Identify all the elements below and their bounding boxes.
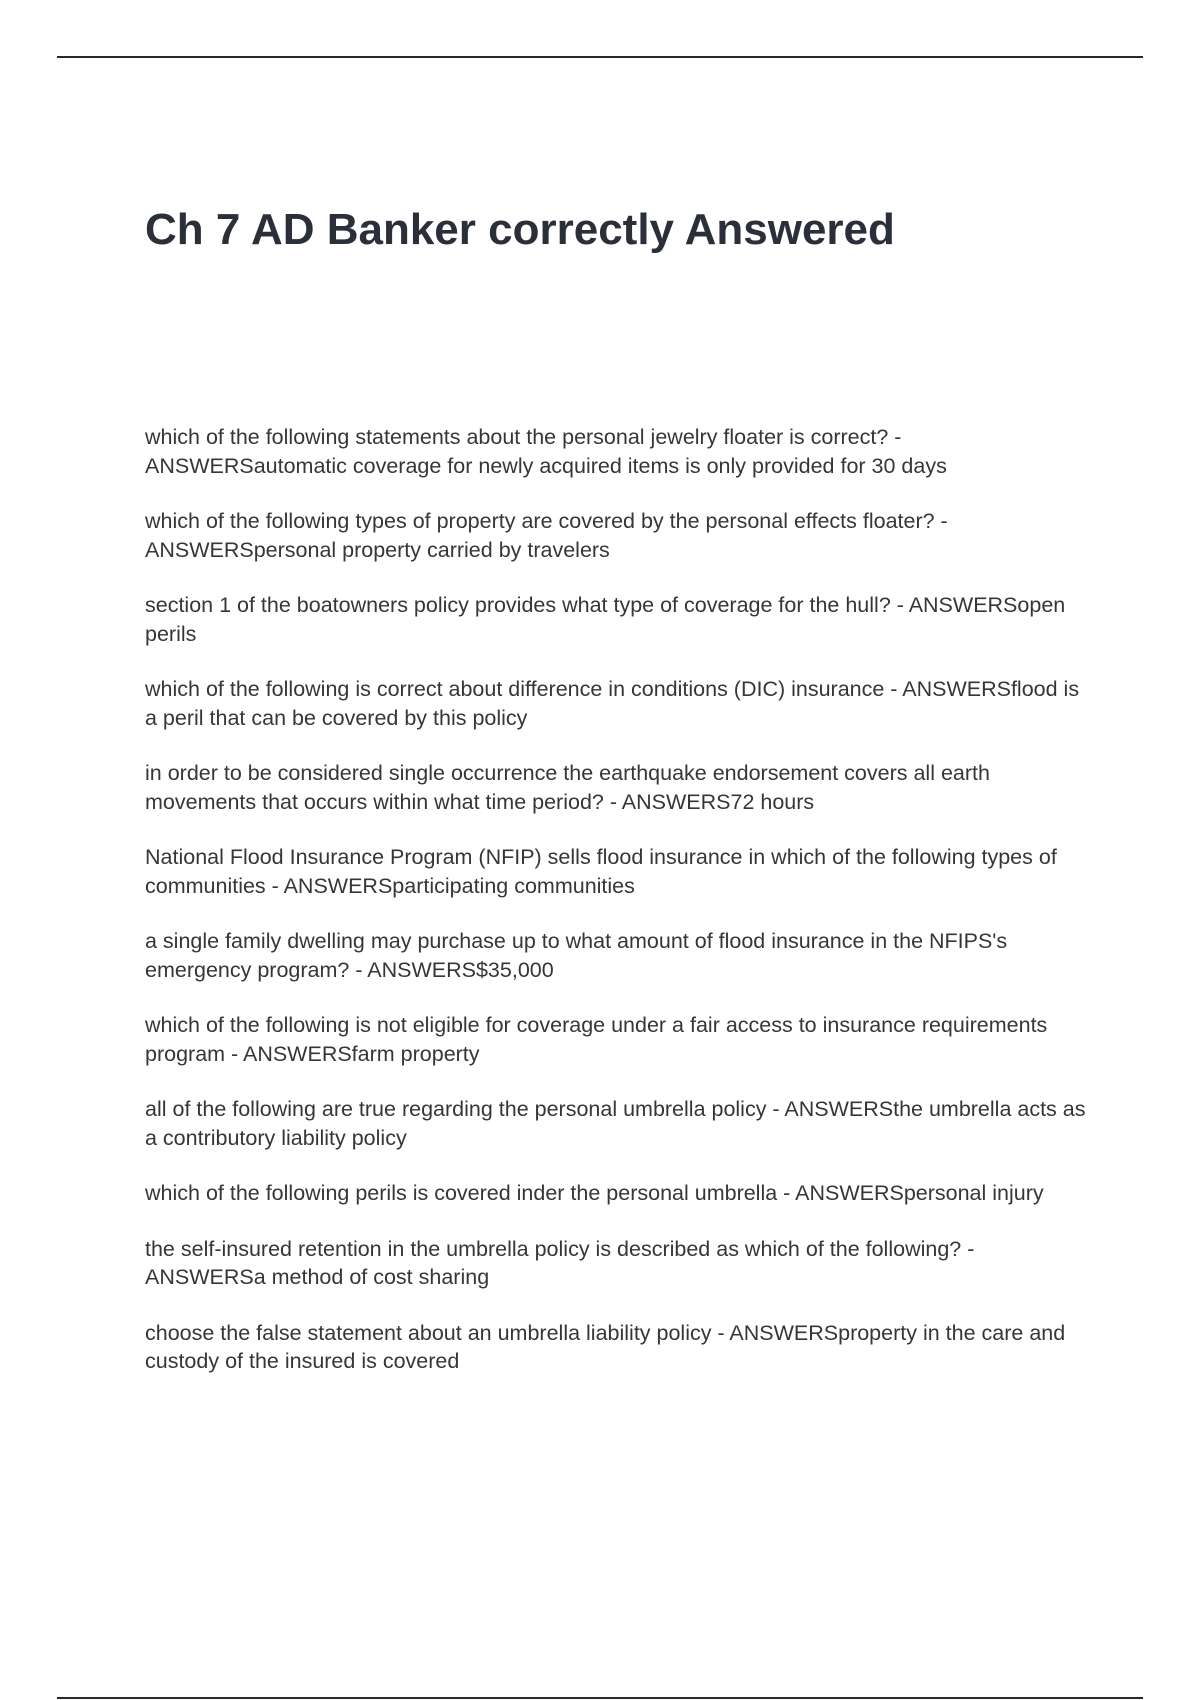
qa-item: all of the following are true regarding the personal umbrella policy - ANSWERSthe umbrella acts as a contributory liability policy [145, 1097, 1086, 1150]
qa-item: National Flood Insurance Program (NFIP) sells flood insurance in which of the following types of communities - ANSWERSparticipating communities [145, 845, 1057, 898]
qa-item: in order to be considered single occurrence the earthquake endorsement covers all earth movements that occurs within what time period? - ANSWERS72 hours [145, 761, 990, 814]
qa-list [145, 423, 1090, 1403]
qa-item: a single family dwelling may purchase up to what amount of flood insurance in the NFIPS's emergency program? - ANSWERS$35,000 [145, 929, 1008, 982]
qa-item: which of the following statements about the personal jewelry floater is correct? - ANSWERSautomatic coverage for newly acquired items is only provided for 30 days [145, 425, 947, 478]
qa-item: the self-insured retention in the umbrella policy is described as which of the following? - ANSWERSa method of cost sharing [145, 1236, 975, 1289]
qa-item: which of the following is correct about difference in conditions (DIC) insurance - ANSWERSflood is a peril that can be covered by this policy [145, 677, 1080, 730]
qa-item: which of the following perils is covered inder the personal umbrella - ANSWERSpersonal injury [145, 1181, 1044, 1205]
qa-item: which of the following is not eligible for coverage under a fair access to insurance requirements program - ANSWERSfarm property [145, 1013, 1048, 1066]
qa-item: choose the false statement about an umbrella liability policy - ANSWERSproperty in the care and custody of the insured is covered [145, 1320, 1066, 1373]
top-divider [57, 56, 1143, 58]
qa-item: section 1 of the boatowners policy provides what type of coverage for the hull? - ANSWERSopen perils [145, 593, 1066, 646]
bottom-divider [57, 1697, 1143, 1699]
document-title: Ch 7 AD Banker correctly Answered [145, 205, 895, 254]
qa-item: which of the following types of property are covered by the personal effects floater? - ANSWERSpersonal property carried by travelers [145, 509, 948, 562]
